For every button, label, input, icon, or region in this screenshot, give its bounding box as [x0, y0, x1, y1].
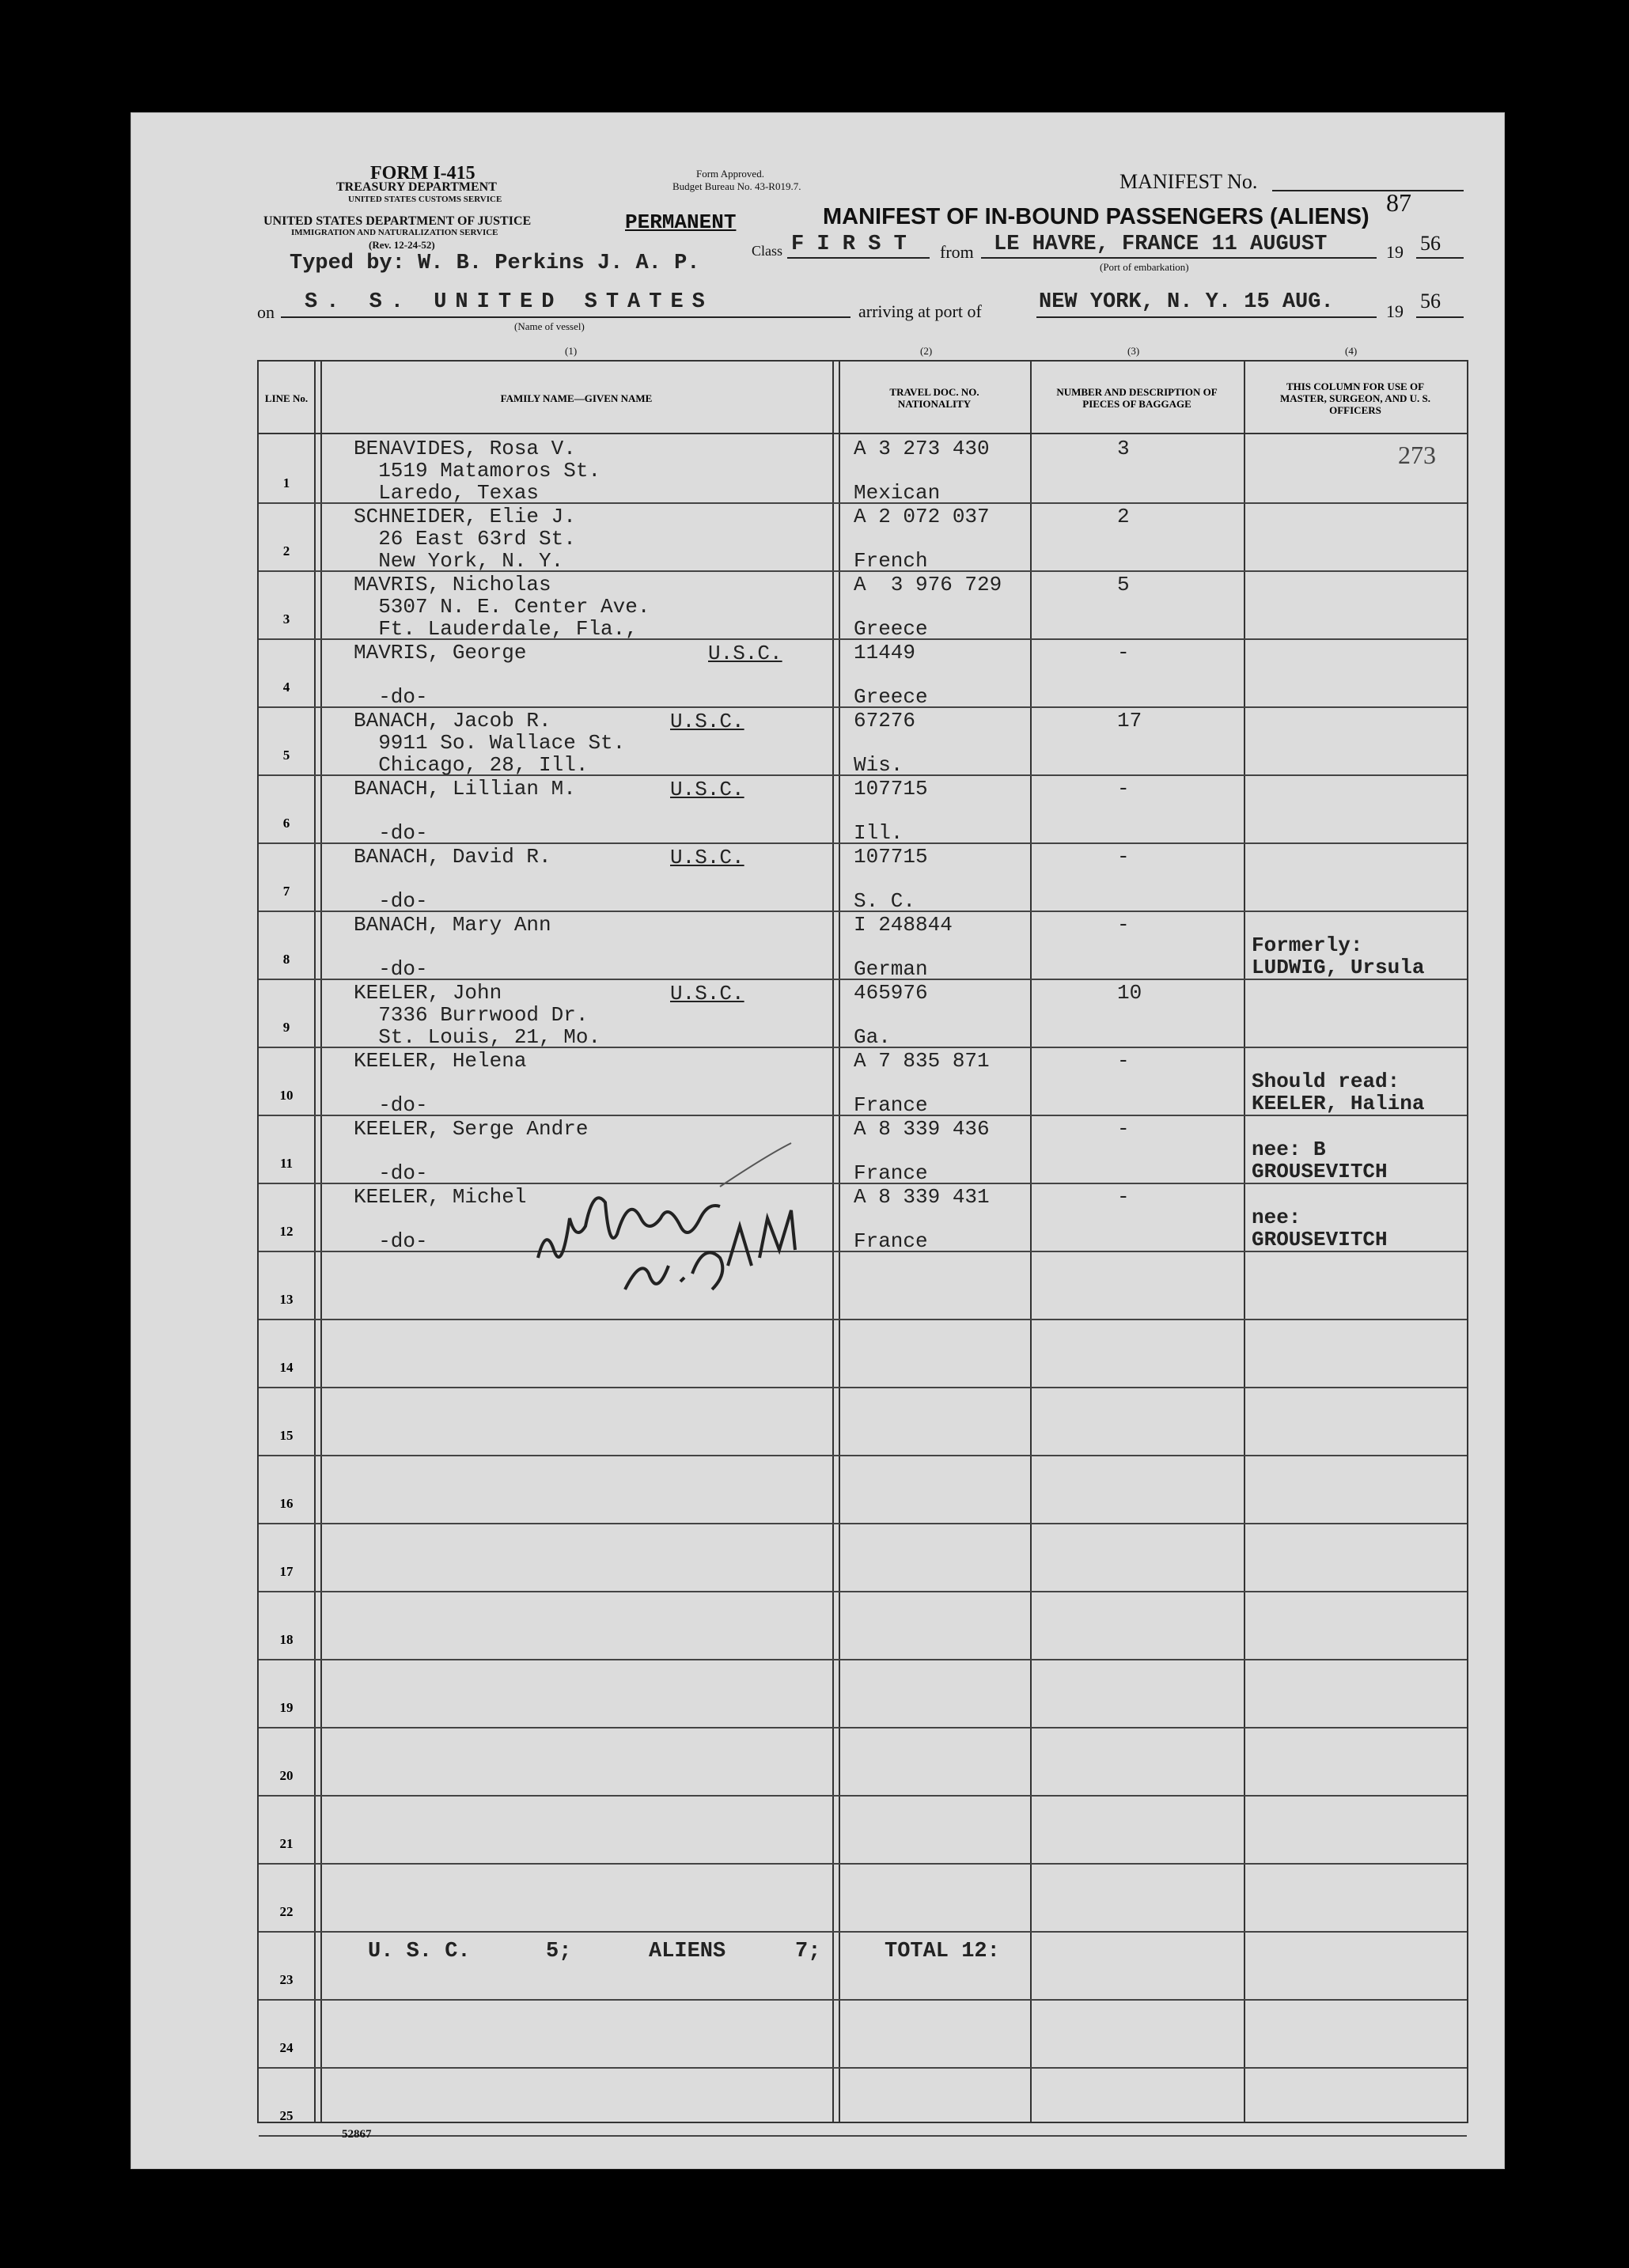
table-row: [259, 1523, 1467, 1592]
baggage-count: 2: [1117, 505, 1130, 528]
passenger-name: BANACH, Jacob R.: [354, 709, 551, 733]
line-number: 3: [282, 611, 290, 627]
baggage-count: 17: [1117, 709, 1142, 733]
form-approved: Form Approved.: [696, 168, 764, 180]
address-line: New York, N. Y.: [354, 550, 564, 570]
line-number: 10: [279, 1088, 294, 1103]
table-row: [259, 706, 1467, 776]
line-number: 24: [279, 2040, 294, 2055]
totals-aliens-label: ALIENS: [649, 1940, 726, 1963]
officer-note: 273: [1398, 441, 1436, 469]
line-number: 8: [282, 952, 290, 967]
usc-mark: U.S.C.: [670, 846, 744, 869]
line-number: 25: [279, 2108, 294, 2123]
passenger-name: BENAVIDES, Rosa V.: [354, 437, 576, 460]
address-line: 9911 So. Wallace St.: [354, 731, 626, 755]
travel-doc-no: I 248844: [854, 913, 953, 937]
line-number: 17: [279, 1564, 294, 1579]
col-num-3: (3): [1127, 345, 1140, 357]
vessel-caption: (Name of vessel): [514, 320, 585, 332]
table-row: [259, 1591, 1467, 1660]
line-number: 5: [282, 748, 290, 763]
totals-aliens-value: 7;: [795, 1940, 821, 1963]
line-number: 2: [282, 543, 290, 558]
arrival-port: NEW YORK, N. Y. 15 AUG.: [1039, 290, 1334, 314]
travel-doc-no: 107715: [854, 845, 928, 869]
nationality: Greece: [854, 618, 928, 638]
travel-doc-no: 67276: [854, 709, 916, 733]
nationality: German: [854, 958, 928, 979]
treasury-label: TREASURY DEPARTMENT: [336, 180, 497, 194]
table-row: [259, 1863, 1467, 1933]
line-number: 18: [279, 1632, 294, 1647]
travel-doc-no: 107715: [854, 777, 928, 801]
passenger-name: KEELER, John: [354, 981, 502, 1005]
header-baggage: NUMBER AND DESCRIPTION OF PIECES OF BAGGAGE: [1056, 386, 1218, 410]
address-line: Chicago, 28, Ill.: [354, 754, 589, 774]
table-row: [259, 1727, 1467, 1797]
travel-doc-no: A 3 976 729: [854, 573, 1002, 596]
address-line: 7336 Burrwood Dr.: [354, 1003, 589, 1027]
line-number: 16: [279, 1496, 294, 1511]
baggage-count: -: [1117, 1049, 1130, 1073]
travel-doc-no: 11449: [854, 641, 916, 664]
travel-doc-no: A 8 339 431: [854, 1185, 990, 1209]
travel-doc-no: A 3 273 430: [854, 437, 990, 460]
line-number: 22: [279, 1904, 294, 1919]
handwritten-signature: [530, 1139, 807, 1305]
baggage-count: 10: [1117, 981, 1142, 1005]
on-label: on: [257, 302, 275, 322]
vessel-name: S. S. UNITED STATES: [305, 290, 714, 314]
address-line: Ft. Lauderdale, Fla.,: [354, 618, 638, 638]
line-number: 6: [282, 816, 290, 831]
address-line: St. Louis, 21, Mo.: [354, 1026, 601, 1047]
usc-mark: U.S.C.: [670, 982, 744, 1005]
year-2: 56: [1420, 290, 1441, 312]
manifest-title: MANIFEST OF IN-BOUND PASSENGERS (ALIENS): [823, 204, 1369, 229]
baggage-count: -: [1117, 845, 1130, 869]
baggage-count: -: [1117, 913, 1130, 937]
table-row: [259, 1999, 1467, 2069]
nationality: Ga.: [854, 1026, 891, 1047]
usc-mark: U.S.C.: [670, 710, 744, 733]
table-row: [259, 774, 1467, 844]
line-number: 21: [279, 1836, 294, 1851]
baggage-count: 3: [1117, 437, 1130, 460]
table-row: [259, 434, 1467, 504]
year-prefix-2: 19: [1386, 301, 1404, 321]
budget-bureau: Budget Bureau No. 43-R019.7.: [672, 180, 801, 192]
travel-doc-no: A 8 339 436: [854, 1117, 990, 1141]
passenger-name: BANACH, David R.: [354, 845, 551, 869]
year-1: 56: [1420, 232, 1441, 255]
table-row: [259, 1387, 1467, 1456]
table-row: [259, 842, 1467, 912]
header-travel-doc: TRAVEL DOC. NO. NATIONALITY: [889, 386, 979, 410]
embarkation-port: LE HAVRE, FRANCE 11 AUGUST: [994, 233, 1328, 256]
address-line: -do-: [354, 686, 428, 706]
table-row: [259, 1047, 1467, 1116]
nationality: French: [854, 550, 928, 570]
manifest-no-label: MANIFEST No.: [1119, 170, 1258, 193]
address-line: -do-: [354, 822, 428, 842]
class-label: Class: [752, 243, 783, 259]
passenger-name: BANACH, Mary Ann: [354, 913, 551, 937]
customs-label: UNITED STATES CUSTOMS SERVICE: [348, 195, 502, 204]
year-prefix-1: 19: [1386, 242, 1404, 262]
baggage-count: -: [1117, 777, 1130, 801]
officer-note: nee: GROUSEVITCH: [1252, 1206, 1388, 1251]
line-number: 19: [279, 1700, 294, 1715]
table-row: [259, 1659, 1467, 1728]
nationality: Ill.: [854, 822, 904, 842]
class-value: F I R S T: [791, 233, 907, 256]
totals-usc-value: 5;: [546, 1940, 572, 1963]
totals-usc-label: U. S. C.: [368, 1940, 471, 1963]
baggage-count: -: [1117, 1117, 1130, 1141]
from-label: from: [940, 242, 974, 262]
line-number: 20: [279, 1768, 294, 1783]
col-num-1: (1): [565, 345, 578, 357]
table-row: [259, 979, 1467, 1048]
col-num-2: (2): [920, 345, 933, 357]
form-number: FORM I-415: [370, 163, 475, 184]
justice-label: UNITED STATES DEPARTMENT OF JUSTICE: [263, 214, 532, 228]
passenger-table: [257, 360, 1468, 2123]
line-number: 14: [279, 1360, 294, 1375]
baggage-count: -: [1117, 641, 1130, 664]
table-row: [259, 570, 1467, 640]
ins-label: IMMIGRATION AND NATURALIZATION SERVICE: [291, 228, 498, 237]
address-line: -do-: [354, 890, 428, 911]
nationality: France: [854, 1162, 928, 1183]
footer-code: 52867: [342, 2128, 372, 2141]
officer-note: nee: B GROUSEVITCH: [1252, 1138, 1388, 1183]
passenger-name: MAVRIS, Nicholas: [354, 573, 551, 596]
manifest-no-value: 87: [1386, 188, 1411, 217]
line-number: 13: [279, 1292, 294, 1307]
nationality: Greece: [854, 686, 928, 706]
revision-label: (Rev. 12-24-52): [369, 239, 435, 251]
nationality: Mexican: [854, 482, 941, 502]
line-number: 1: [282, 475, 290, 490]
address-line: Laredo, Texas: [354, 482, 540, 502]
address-line: 5307 N. E. Center Ave.: [354, 595, 650, 619]
baggage-count: 5: [1117, 573, 1130, 596]
passenger-name: SCHNEIDER, Elie J.: [354, 505, 576, 528]
passenger-name: MAVRIS, George: [354, 641, 527, 664]
passenger-name: KEELER, Michel: [354, 1185, 527, 1209]
table-row: [259, 1455, 1467, 1524]
header-line-no: LINE No.: [264, 392, 309, 404]
permanent-stamp: PERMANENT: [625, 210, 737, 234]
header-family-name: FAMILY NAME—GIVEN NAME: [500, 392, 653, 404]
address-line: -do-: [354, 1094, 428, 1115]
header-officers: THIS COLUMN FOR USE OF MASTER, SURGEON, AND U. S. OFFICERS: [1280, 380, 1430, 416]
line-number: 12: [279, 1224, 294, 1239]
passenger-name: KEELER, Serge Andre: [354, 1117, 589, 1141]
address-line: -do-: [354, 958, 428, 979]
nationality: France: [854, 1094, 928, 1115]
line-number: 7: [282, 884, 290, 899]
nationality: S. C.: [854, 890, 916, 911]
table-row: [259, 502, 1467, 572]
address-line: 1519 Matamoros St.: [354, 459, 601, 483]
passenger-name: KEELER, Helena: [354, 1049, 527, 1073]
line-number: 9: [282, 1020, 290, 1035]
nationality: France: [854, 1230, 928, 1251]
table-row: [259, 911, 1467, 980]
usc-mark: U.S.C.: [670, 778, 744, 801]
table-row: [259, 1183, 1467, 1252]
usc-mark: U.S.C.: [708, 642, 782, 665]
address-line: -do-: [354, 1230, 428, 1251]
officer-note: Formerly: LUDWIG, Ursula: [1252, 933, 1425, 979]
passenger-name: BANACH, Lillian M.: [354, 777, 576, 801]
nationality: Wis.: [854, 754, 904, 774]
travel-doc-no: 465976: [854, 981, 928, 1005]
travel-doc-no: A 2 072 037: [854, 505, 990, 528]
port-embarkation-caption: (Port of embarkation): [1100, 261, 1189, 273]
col-num-4: (4): [1345, 345, 1358, 357]
totals-total: TOTAL 12:: [885, 1940, 1000, 1963]
officer-note: Should read: KEELER, Halina: [1252, 1070, 1425, 1115]
table-row: [259, 2067, 1467, 2137]
line-number: 4: [282, 680, 290, 695]
address-line: 26 East 63rd St.: [354, 527, 576, 551]
line-number: 11: [279, 1156, 294, 1171]
table-row: [259, 1115, 1467, 1184]
line-number: 15: [279, 1428, 294, 1443]
address-line: -do-: [354, 1162, 428, 1183]
table-row: [259, 1319, 1467, 1388]
baggage-count: -: [1117, 1185, 1130, 1209]
typed-by: Typed by: W. B. Perkins J. A. P.: [290, 252, 700, 275]
arriving-label: arriving at port of: [858, 301, 982, 321]
table-row: [259, 638, 1467, 708]
line-number: 23: [279, 1972, 294, 1987]
table-row: [259, 1251, 1467, 1320]
table-row: [259, 1795, 1467, 1865]
travel-doc-no: A 7 835 871: [854, 1049, 990, 1073]
